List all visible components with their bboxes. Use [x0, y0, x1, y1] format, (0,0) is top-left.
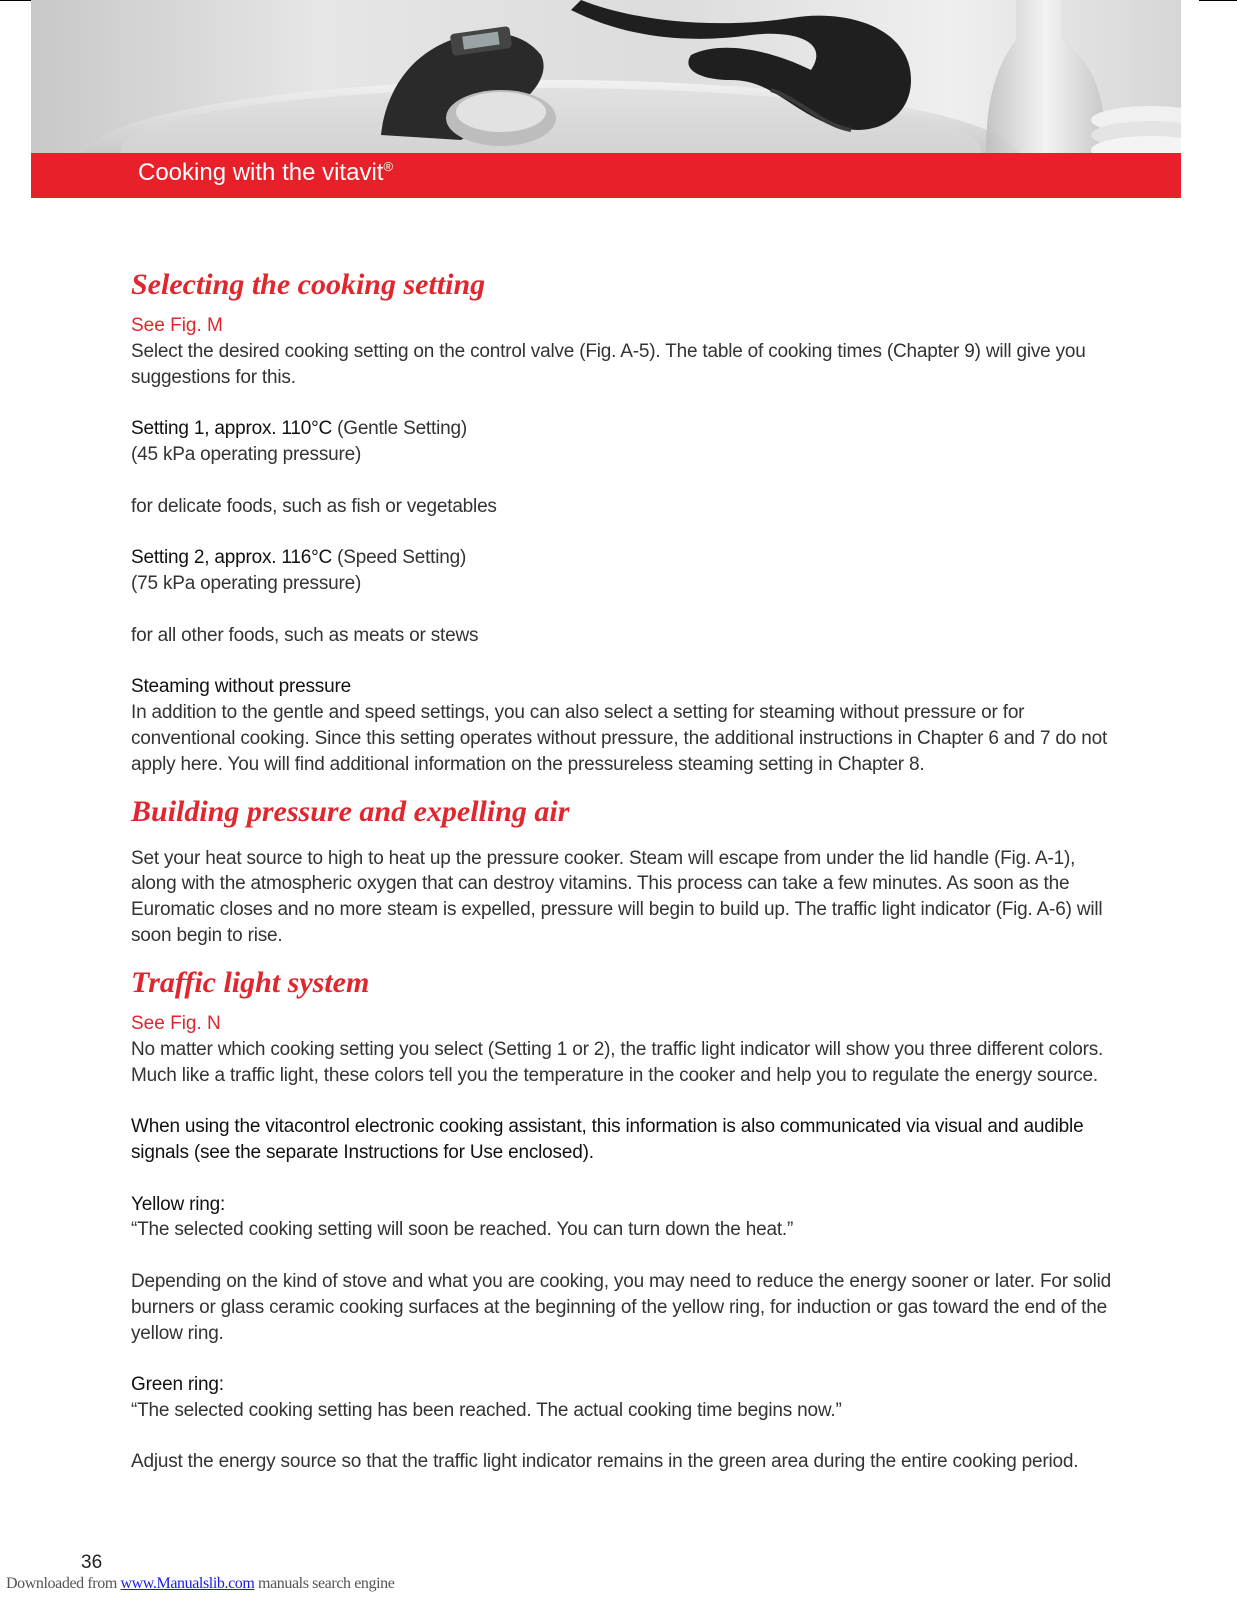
page-number: 36 — [81, 1552, 103, 1573]
green-ring-heading: Green ring: — [131, 1374, 224, 1396]
footer-prefix: Downloaded from — [6, 1575, 121, 1592]
traffic-intro: No matter which cooking setting you select (Setting 1 or 2), the traffic light indicator will show you three different colors. Much like a traffic light, these colors tell you the temperature in the cooker and help you to regulate the energy source. — [131, 1038, 1104, 1086]
setting1-label: Setting 1, approx. 110°C — [131, 418, 333, 440]
registered-mark: ® — [383, 159, 394, 174]
setting1-use: for delicate foods, such as fish or vegetables — [131, 495, 497, 517]
section-title-selecting: Selecting the cooking setting — [131, 268, 486, 301]
section-title-building: Building pressure and expelling air — [131, 794, 570, 828]
setting2-pressure: (75 kPa operating pressure) — [131, 573, 362, 595]
see-fig-n: See Fig. N — [131, 1012, 221, 1034]
crop-mark-top-right — [1199, 0, 1237, 1]
vitacontrol-note: When using the vitacontrol electronic cooking assistant, this information is also communicated via visual and audible signals (see the separate Instructions for Use enclosed). — [131, 1116, 1084, 1163]
section-title-traffic: Traffic light system — [131, 965, 370, 999]
steaming-text: In addition to the gentle and speed settings, you can also select a setting for steaming without pressure or for conventional cooking. Since this setting operates without pressure, the additional instructions in Chapter 6 and 7 do not apply here. You will find additional information on the pressureless steaming setting in Chapter 8. — [131, 702, 1108, 775]
pressure-cooker-image — [31, 0, 1181, 153]
download-footer — [6, 1575, 394, 1593]
header-title: Cooking with the vitavit® — [138, 159, 394, 186]
header-photo — [31, 0, 1181, 153]
setting2-line — [131, 545, 1111, 571]
setting2-use: for all other foods, such as meats or stews — [131, 624, 479, 646]
setting1-line — [131, 416, 1111, 442]
steaming-heading: Steaming without pressure — [131, 676, 351, 698]
setting1-mode: (Gentle Setting) — [332, 418, 467, 440]
selecting-intro: Select the desired cooking setting on the control valve (Fig. A-5). The table of cooking times (Chapter 9) will give you suggestions for this. — [131, 341, 1086, 388]
manualslib-link[interactable]: www.Manualslib.com — [120, 1575, 255, 1592]
green-ring-quote: “The selected cooking setting has been reached. The actual cooking time begins now.” — [131, 1399, 842, 1421]
header-bar — [31, 153, 1181, 198]
page-content — [131, 267, 1111, 1475]
yellow-ring-text: Depending on the kind of stove and what you are cooking, you may need to reduce the energy sooner or later. For solid burners or glass ceramic cooking surfaces at the beginning of the yellow ring, for induction or gas toward the end of the yellow ring. — [131, 1270, 1112, 1344]
setting2-mode: (Speed Setting) — [332, 547, 467, 569]
setting1-pressure: (45 kPa operating pressure) — [131, 444, 362, 466]
building-text: Set your heat source to high to heat up the pressure cooker. Steam will escape from under the lid handle (Fig. A-1), along with the atmospheric oxygen that can destroy vitamins. This process can take a few minutes. As soon as the Euromatic closes and no more steam is expelled, pressure will begin to build up. The traffic light indicator (Fig. A-6) will soon begin to rise. — [131, 847, 1103, 946]
yellow-ring-heading: Yellow ring: — [131, 1193, 226, 1215]
setting2-label: Setting 2, approx. 116°C — [131, 547, 333, 569]
see-fig-m: See Fig. M — [131, 315, 223, 336]
footer-suffix: manuals search engine — [254, 1575, 395, 1592]
yellow-ring-quote: “The selected cooking setting will soon be reached. You can turn down the heat.” — [131, 1219, 794, 1241]
green-ring-text: Adjust the energy source so that the traffic light indicator remains in the green area during the entire cooking period. — [131, 1451, 1079, 1473]
